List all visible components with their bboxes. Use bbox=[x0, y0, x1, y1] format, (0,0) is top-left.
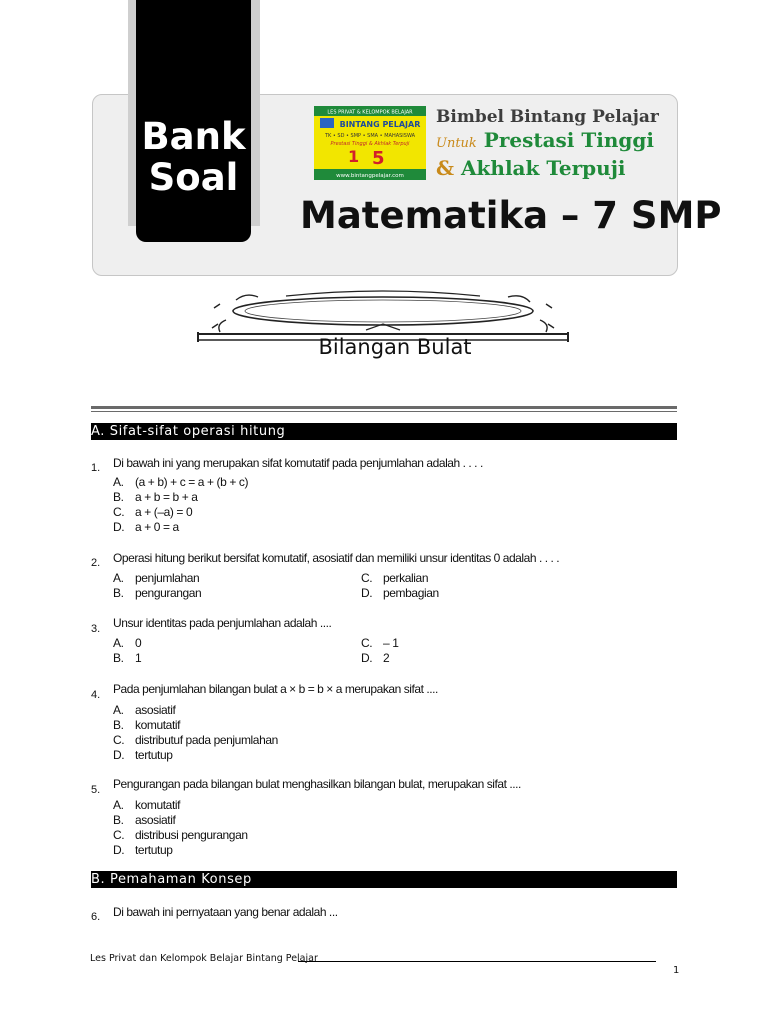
section-a-heading bbox=[91, 423, 677, 440]
option-text: asosiatif bbox=[135, 703, 176, 717]
option-text: tertutup bbox=[135, 748, 173, 762]
option-item bbox=[113, 813, 248, 828]
page-number: 1 bbox=[673, 965, 680, 976]
question-3-text: Unsur identitas pada penjumlahan adalah .... bbox=[113, 616, 332, 630]
logo-brand-text: BINTANG PELAJAR bbox=[339, 120, 421, 129]
option-letter: D. bbox=[113, 748, 125, 762]
slogan-line3-text: Akhlak Terpuji bbox=[461, 156, 626, 180]
question-2-text: Operasi hitung berikut bersifat komutatif, asosiatif dan memiliki unsur identitas 0 adalah . . . . bbox=[113, 551, 560, 565]
option-item bbox=[113, 505, 248, 520]
question-4-number: 4. bbox=[91, 689, 101, 701]
option-text: a + (–a) = 0 bbox=[135, 505, 193, 519]
option-item bbox=[113, 475, 248, 490]
option-letter: D. bbox=[361, 586, 373, 600]
option-text: asosiatif bbox=[135, 813, 176, 827]
logo-levels-text: TK • SD • SMP • SMA • MAHASISWA bbox=[324, 133, 416, 139]
section-a-label: A. Sifat-sifat operasi hitung bbox=[91, 424, 286, 439]
question-4-text: Pada penjumlahan bilangan bulat a × b = b × a merupakan sifat .... bbox=[113, 682, 438, 696]
question-6-text: Di bawah ini pernyataan yang benar adalah ... bbox=[113, 905, 338, 919]
option-item bbox=[361, 651, 398, 666]
option-text: a + b = b + a bbox=[135, 490, 198, 504]
option-item bbox=[113, 843, 248, 858]
slogan-line1: Bimbel Bintang Pelajar bbox=[436, 107, 659, 127]
svg-text:5: 5 bbox=[372, 148, 385, 169]
option-letter: C. bbox=[113, 828, 125, 842]
topic-title: Bilangan Bulat bbox=[318, 335, 472, 359]
option-text: komutatif bbox=[135, 718, 181, 732]
option-letter: A. bbox=[113, 475, 124, 489]
slogan-line2-prefix: Untuk bbox=[436, 136, 477, 151]
question-1-options bbox=[113, 475, 248, 535]
bintang-pelajar-logo bbox=[314, 106, 426, 180]
section-b-heading bbox=[91, 871, 677, 888]
logo-top-text: LES PRIVAT & KELOMPOK BELAJAR bbox=[327, 109, 413, 116]
option-letter: D. bbox=[113, 843, 125, 857]
option-item bbox=[113, 718, 278, 733]
option-text: pengurangan bbox=[135, 586, 202, 600]
option-item bbox=[113, 636, 141, 651]
question-3-options-right bbox=[361, 636, 398, 666]
question-4-options bbox=[113, 703, 278, 763]
option-item bbox=[113, 651, 141, 666]
option-letter: B. bbox=[113, 813, 124, 827]
logo-graphic bbox=[314, 106, 426, 180]
option-item bbox=[113, 798, 248, 813]
section-b-label: B. Pemahaman Konsep bbox=[91, 872, 252, 887]
option-item bbox=[113, 571, 201, 586]
option-letter: D. bbox=[361, 651, 373, 665]
option-letter: C. bbox=[113, 505, 125, 519]
option-text: distributuf pada penjumlahan bbox=[135, 733, 278, 747]
question-3-number: 3. bbox=[91, 623, 101, 635]
question-2-number: 2. bbox=[91, 557, 101, 569]
question-1-number: 1. bbox=[91, 462, 101, 474]
option-text: (a + b) + c = a + (b + c) bbox=[135, 475, 249, 489]
option-text: distribusi pengurangan bbox=[135, 828, 248, 842]
slogan-line2 bbox=[436, 128, 666, 156]
option-text: 0 bbox=[135, 636, 142, 650]
option-item bbox=[113, 748, 278, 763]
option-letter: A. bbox=[113, 798, 124, 812]
question-6-number: 6. bbox=[91, 911, 101, 923]
option-item bbox=[113, 733, 278, 748]
footer-text: Les Privat dan Kelompok Belajar Bintang Pelajar bbox=[90, 953, 318, 964]
option-item bbox=[361, 586, 439, 601]
option-letter: B. bbox=[113, 651, 124, 665]
question-5-number: 5. bbox=[91, 784, 101, 796]
bank-soal-label bbox=[136, 116, 251, 198]
option-item bbox=[113, 703, 278, 718]
question-3-options-left bbox=[113, 636, 141, 666]
option-text: perkalian bbox=[383, 571, 429, 585]
option-letter: A. bbox=[113, 636, 124, 650]
header-divider-thin bbox=[91, 411, 677, 412]
option-text: 2 bbox=[383, 651, 390, 665]
bank-label-line2: Soal bbox=[148, 156, 239, 199]
option-letter: B. bbox=[113, 586, 124, 600]
header-divider bbox=[91, 406, 677, 409]
option-text: komutatif bbox=[135, 798, 181, 812]
footer-rule bbox=[298, 961, 656, 962]
question-5-text: Pengurangan pada bilangan bulat menghasilkan bilangan bulat, merupakan sifat .... bbox=[113, 777, 521, 791]
option-item bbox=[113, 586, 201, 601]
option-text: 1 bbox=[135, 651, 142, 665]
logo-motto-text: Prestasi Tinggi & Akhlak Terpuji bbox=[330, 141, 410, 147]
option-letter: C. bbox=[361, 571, 373, 585]
option-text: pembagian bbox=[383, 586, 439, 600]
option-text: – 1 bbox=[383, 636, 399, 650]
option-letter: C. bbox=[113, 733, 125, 747]
option-text: penjumlahan bbox=[135, 571, 200, 585]
page-title: Matematika – 7 SMP bbox=[300, 194, 722, 237]
option-item bbox=[113, 520, 248, 535]
option-item bbox=[113, 490, 248, 505]
slogan-line2-text: Prestasi Tinggi bbox=[483, 128, 654, 152]
question-2-options-left bbox=[113, 571, 201, 601]
option-item bbox=[361, 636, 398, 651]
option-letter: D. bbox=[113, 520, 125, 534]
option-letter: A. bbox=[113, 571, 124, 585]
slogan-line3 bbox=[436, 156, 666, 180]
option-letter: C. bbox=[361, 636, 373, 650]
option-item bbox=[361, 571, 439, 586]
question-2-options-right bbox=[361, 571, 439, 601]
svg-text:1: 1 bbox=[348, 147, 360, 166]
option-text: tertutup bbox=[135, 843, 173, 857]
bank-label-line1: Bank bbox=[141, 115, 246, 158]
logo-slogan bbox=[436, 106, 666, 180]
question-1-text: Di bawah ini yang merupakan sifat komutatif pada penjumlahan adalah . . . . bbox=[113, 456, 483, 470]
option-text: a + 0 = a bbox=[135, 520, 179, 534]
question-5-options bbox=[113, 798, 248, 858]
option-letter: B. bbox=[113, 490, 124, 504]
option-letter: B. bbox=[113, 718, 124, 732]
option-letter: A. bbox=[113, 703, 124, 717]
option-item bbox=[113, 828, 248, 843]
logo-url-text: www.bintangpelajar.com bbox=[336, 173, 404, 179]
slogan-line3-prefix: & bbox=[436, 156, 455, 180]
